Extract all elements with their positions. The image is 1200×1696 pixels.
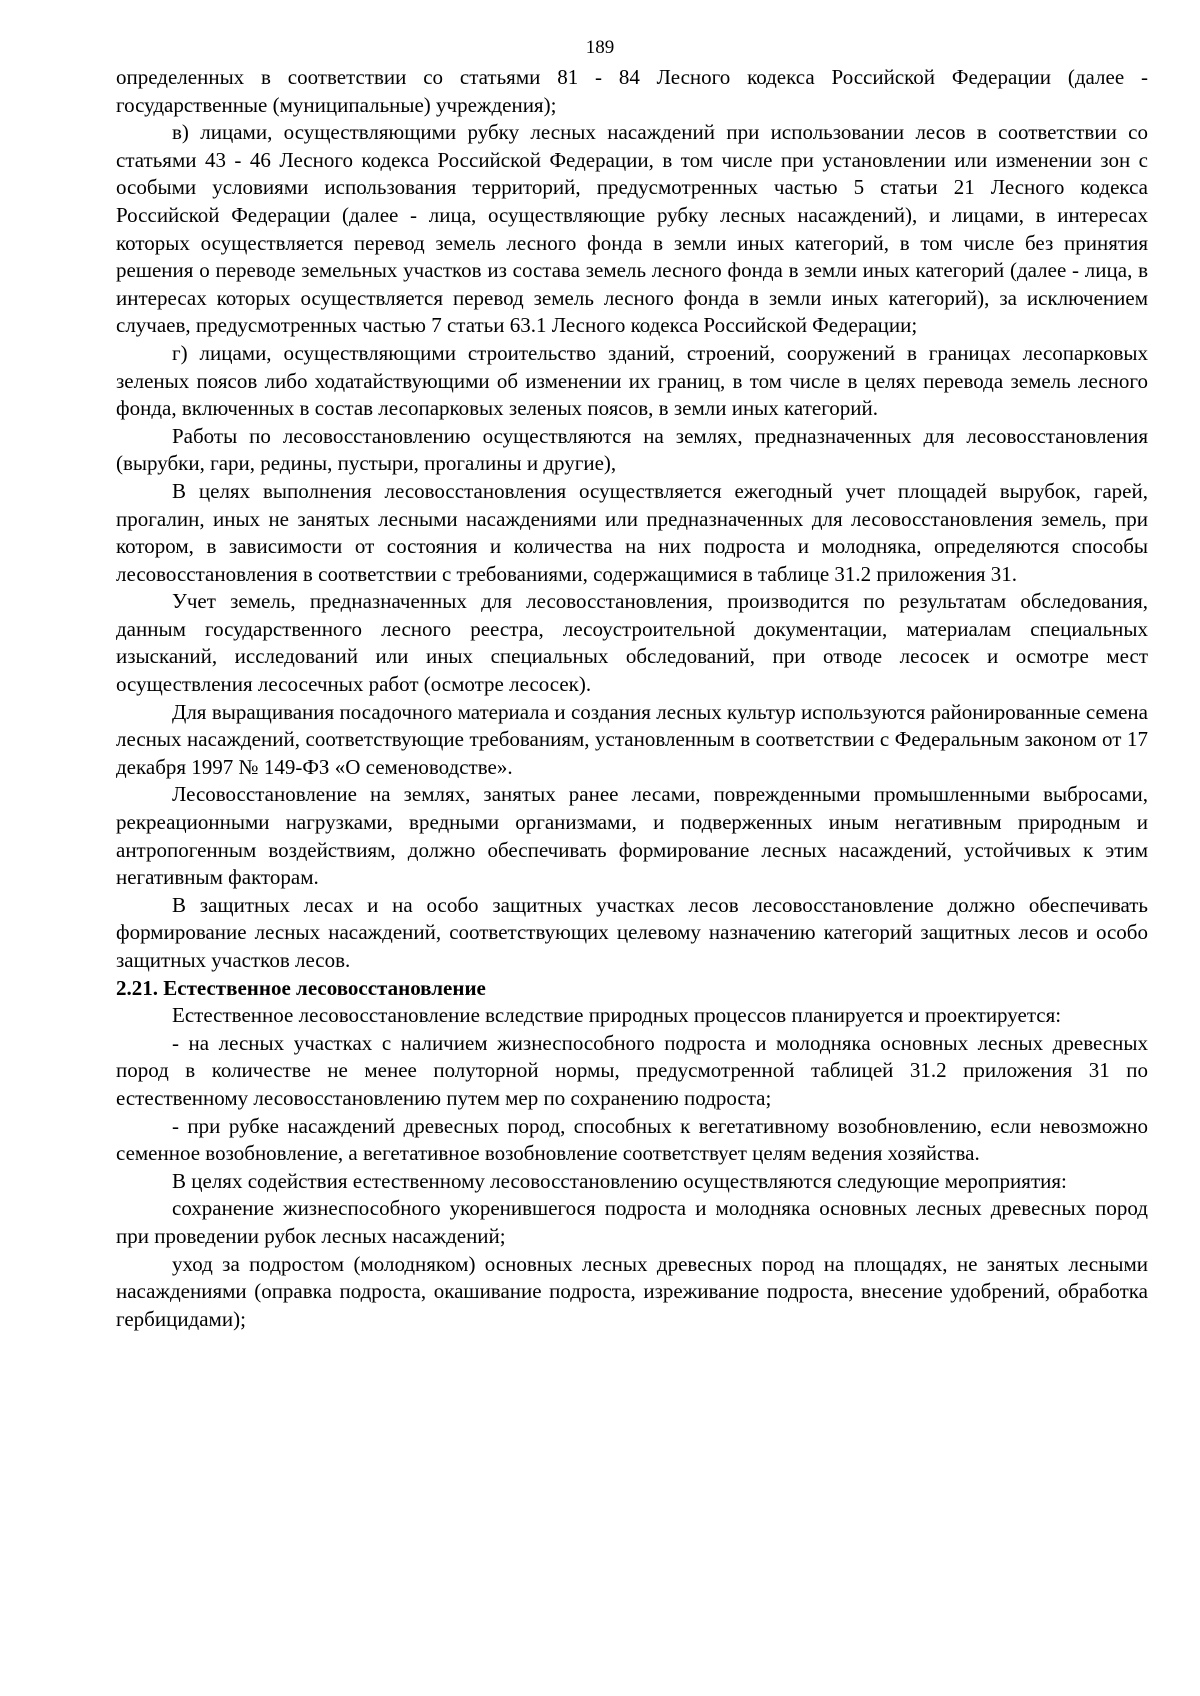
page-number: 189 [585, 37, 615, 58]
paragraph-assistance-measures: В целях содействия естественному лесовосстановлению осуществляются следующие мероприятия: [172, 1168, 1067, 1193]
paragraph-land-accounting: Учет земель, предназначенных для лесовосстановления, производится по результатам обследования, данным государственного лесного реестра, лесоустроительной документации, материалам специальных изысканий, исследований или иных специальных обследований, при отводе лесосек и осмотре мест осуществления лесосечных работ (осмотре лесосек). [116, 589, 1148, 697]
paragraph-annual-accounting: В целях выполнения лесовосстановления осуществляется ежегодный учет площадей вырубок, гарей, прогалин, иных не занятых лесными насаждениями или предназначенных для лесовосстановления земель, при котором, в зависимости от состояния и количества на них подроста и молодняка, определяются способы лесовосстановления в соответствии с требованиями, содержащимися в таблице 31.2 приложения 31. [116, 478, 1148, 586]
paragraph-protective-forests: В защитных лесах и на особо защитных участках лесов лесовосстановление должно обеспечивать формирование лесных насаждений, соответствующих целевому назначению категорий защитных лесов и особо защитных участков лесов. [116, 892, 1148, 972]
paragraph-planting-material: Для выращивания посадочного материала и создания лесных культур используются районированные семена лесных насаждений, соответствующие требованиям, установленным в соответствии с Федеральным законом от 17 декабря 1997 № 149-ФЗ «О семеноводстве». [116, 699, 1148, 779]
paragraph-item-v: в) лицами, осуществляющими рубку лесных насаждений при использовании лесов в соответствии со статьями 43 - 46 Лесного кодекса Российской Федерации, в том числе при установлении или изменении зон с особыми условиями использования территорий, предусмотренных частью 5 статьи 21 Лесного кодекса Российской Федерации (далее - лица, осуществляющие рубку лесных насаждений), и лицами, в интересах которых осуществляется перевод земель лесного фонда в земли иных категорий, в том числе без принятия решения о переводе земельных участков из состава земель лесного фонда в земли иных категорий (далее - лица, в интересах которых осуществляется перевод земель лесного фонда в земли иных категорий), за исключением случаев, предусмотренных частью 7 статьи 63.1 Лесного кодекса Российской Федерации; [116, 120, 1148, 338]
list-item-undergrowth: - на лесных участках с наличием жизнеспособного подроста и молодняка основных лесных древесных пород в количестве не менее полуторной нормы, предусмотренной таблицей 31.2 приложения 31 по естественному лесовосстановлению путем мер по сохранению подроста; [116, 1030, 1148, 1110]
paragraph-reforestation-lands: Работы по лесовосстановлению осуществляются на землях, предназначенных для лесовосстановления (вырубки, гари, редины, пустыри, прогалины и другие), [116, 423, 1148, 476]
paragraph-continuation: определенных в соответствии со статьями 81 - 84 Лесного кодекса Российской Федерации (далее - государственные (муниципальные) учреждения); [116, 65, 1148, 117]
paragraph-undergrowth-care: уход за подростом (молодняком) основных лесных древесных пород на площадях, не занятых лесными насаждениями (оправка подроста, окашивание подроста, изреживание подроста, внесение удобрений, обработка гербицидами); [116, 1251, 1148, 1331]
paragraph-natural-reforestation: Естественное лесовосстановление вследствие природных процессов планируется и проектируется: [172, 1003, 1062, 1028]
page-body [116, 64, 1148, 1333]
paragraph-preservation: сохранение жизнеспособного укоренившегося подроста и молодняка основных лесных древесных пород при проведении рубок лесных насаждений; [116, 1196, 1148, 1248]
paragraph-damaged-forests: Лесовосстановление на землях, занятых ранее лесами, поврежденными промышленными выбросами, рекреационными нагрузками, вредными организмами, и подверженных иным негативным природным и антропогенным воздействиям, должно обеспечивать формирование лесных насаждений, устойчивых к этим негативным факторам. [116, 782, 1148, 890]
paragraph-item-g: г) лицами, осуществляющими строительство зданий, строений, сооружений в границах лесопарковых зеленых поясов либо ходатайствующими об изменении их границ, в том числе в целях перевода земель лесного фонда, включенных в состав лесопарковых зеленых поясов, в земли иных категорий. [116, 340, 1148, 421]
section-heading: 2.21. Естественное лесовосстановление [116, 975, 486, 1000]
list-item-vegetative-renewal: - при рубке насаждений древесных пород, способных к вегетативному возобновлению, если невозможно семенное возобновление, а вегетативное возобновление соответствует целям ведения хозяйства. [116, 1113, 1148, 1166]
